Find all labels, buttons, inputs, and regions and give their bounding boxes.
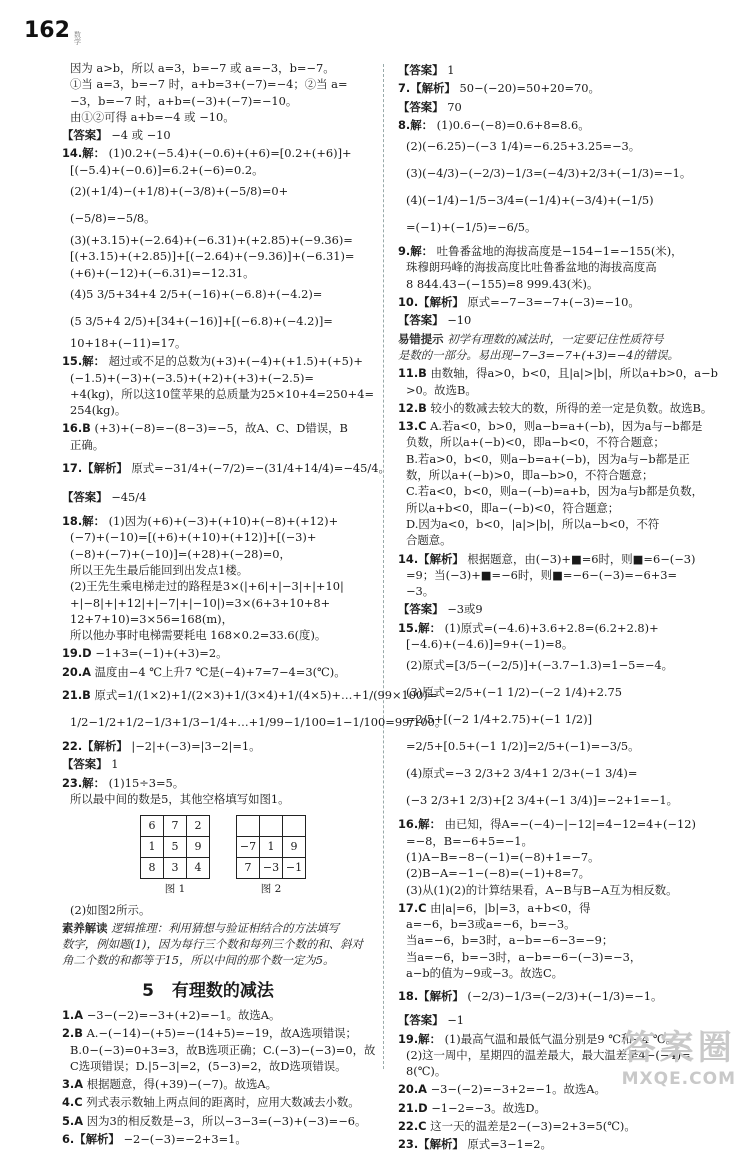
answer-text: −1−2=−3。故选D。 — [431, 1100, 546, 1115]
answer-line — [62, 611, 372, 627]
answer-text: −3或9 — [447, 602, 483, 617]
answer-text: 1/2−1/2+1/2−1/3+1/3−1/4+…+1/99−1/100=1−1/100=99/100。 — [70, 715, 447, 730]
answer-line — [62, 386, 372, 402]
answer-text: 所以最中间的数是5，其他空格填写如图1。 — [70, 791, 290, 806]
answer-text: (4)5 3/5+34+4 2/5+(−16)+(−6.8)+(−4.2)= — [70, 286, 323, 301]
grid-cell: 1 — [260, 837, 283, 858]
answer-text: +4(kg)，所以这10筐苹果的总质量为25×10+4=250+4= — [70, 386, 374, 401]
answer-text: 8 844.43−(−155)=8 999.43(米)。 — [406, 276, 599, 291]
answer-text: (1)最高气温和最低气温分别是9 ℃和−4 ℃。 — [444, 1031, 677, 1046]
answer-line — [398, 620, 710, 636]
answer-line — [62, 109, 372, 125]
grid-cell: 1 — [141, 837, 164, 858]
answer-text: >0。故选B。 — [406, 382, 477, 397]
grid-cell: 4 — [187, 858, 210, 879]
answer-text: −3−(−2)=−3+2=−1。故选A。 — [430, 1082, 606, 1097]
answer-line — [398, 400, 713, 416]
answer-text: (2)如图2所示。 — [70, 902, 151, 917]
answer-text: (−5/8)=−5/8。 — [70, 211, 156, 226]
answer-text: B.若a>0，b<0，则a−b=a+(−b)，因为a与−b都是正 — [406, 451, 690, 466]
answer-line — [398, 601, 710, 617]
answer-lead: 【答案】 — [62, 757, 108, 772]
answer-text: 254(kg)。 — [70, 403, 127, 418]
section-title — [62, 980, 372, 1001]
answer-line — [62, 127, 372, 143]
answer-text: 较小的数减去较大的数，所得的差一定是负数。故选B。 — [430, 400, 713, 415]
answer-line — [398, 679, 710, 706]
answer-text: 由|a|=6，|b|=3，a+b<0，得 — [430, 900, 591, 915]
watermark-logo — [622, 1020, 736, 1089]
answer-line — [398, 312, 710, 328]
answer-text: 吐鲁番盆地的海拔高度是−154−1=−155(米)， — [436, 244, 683, 259]
grid-1 — [140, 815, 210, 879]
column-divider — [383, 64, 384, 1069]
answer-line — [398, 418, 710, 434]
answer-line — [62, 205, 372, 232]
answer-text: (2)(−6.25)−(−3 1/4)=−6.25+3.25=−3。 — [406, 139, 641, 154]
answer-text: (1)因为(+6)+(−3)+(+10)+(−8)+(+12)+ — [108, 514, 339, 529]
answer-line — [398, 532, 710, 548]
answer-text: (3)原式=2/5+(−1 1/2)−(−2 1/4)+2.75 — [406, 685, 623, 700]
grid-cell: 8 — [141, 858, 164, 879]
answer-line — [62, 952, 372, 968]
answer-text: 8(℃)。 — [406, 1064, 447, 1079]
answer-line — [398, 1100, 710, 1116]
answer-line — [62, 1094, 372, 1110]
answer-line — [62, 1131, 372, 1147]
answer-text: −10 — [447, 313, 472, 328]
answer-line — [62, 308, 372, 335]
answer-line — [62, 709, 447, 736]
answer-text: (3)从(1)(2)的计算结果看，A−B与B−A互为相反数。 — [406, 882, 678, 897]
answer-line — [398, 160, 710, 187]
grid-cell: 6 — [141, 816, 164, 837]
answer-text: (3)(+3.15)+(−2.64)+(−6.31)+(+2.85)+(−9.36)= — [70, 233, 353, 248]
answer-text: (2)原式=[3/5−(−2/5)]+(−3.7−1.3)=1−5=−4。 — [406, 658, 674, 673]
answer-lead: 14.解： — [62, 146, 105, 161]
right-column — [398, 60, 718, 1153]
answer-lead: 6.【解析】 — [62, 1132, 120, 1147]
answer-text: (1)原式=(−4.6)+3.6+2.8=(6.2+2.8)+ — [444, 620, 659, 635]
answer-line — [398, 516, 710, 532]
right-answers — [398, 62, 718, 1153]
answer-text: 是数的一部分。易出现−7−3=−7+(+3)=−4的错误。 — [398, 347, 679, 362]
answer-lead: 9.解： — [398, 244, 434, 259]
answer-line — [398, 932, 710, 948]
section-title-text: 有理数的减法 — [171, 980, 274, 1001]
answer-text: |−2|+(−3)=|3−2|=1。 — [131, 739, 261, 754]
answer-line — [62, 920, 372, 936]
answer-text: C选项错误；D.|5−3|=2，(5−3)=2，故D选项错误。 — [70, 1058, 347, 1073]
answer-line — [398, 451, 710, 467]
answer-text: +|−8|+|+12|+|−7|+|−10|)=3×(6+3+10+8+ — [70, 595, 331, 610]
answer-lead: 12.B — [398, 400, 427, 415]
answer-line — [62, 370, 372, 386]
answer-line — [62, 664, 372, 680]
answer-line — [398, 865, 710, 881]
answer-lead: 19.解： — [398, 1031, 441, 1046]
answer-line — [62, 248, 372, 264]
answer-text: 初学有理数的减法时，一定要记住性质符号 — [447, 331, 664, 346]
answer-line — [398, 382, 710, 398]
answer-lead: 易错提示 — [398, 331, 444, 346]
answer-line — [398, 706, 710, 733]
grid-2-caption: 图 2 — [260, 883, 282, 896]
answer-text: 温度由−4 ℃上升7 ℃是(−4)+7=7−4=3(℃)。 — [94, 664, 346, 679]
answer-text: 因为 a>b，所以 a=3，b=−7 或 a=−3，b=−7。 — [70, 61, 335, 75]
answer-text: 原式=−7−3=−7+(−3)=−10。 — [467, 295, 640, 310]
answer-line — [62, 281, 372, 308]
answer-text: 70 — [447, 99, 462, 114]
answer-text: 逻辑推理：利用猜想与验证相结合的方法填写 — [111, 920, 340, 935]
answer-line — [62, 791, 372, 807]
answer-line — [62, 529, 372, 545]
answer-text: 所以a+b<0，即a−(−b)<0，符合题意； — [406, 500, 620, 515]
grid-cell: 7 — [164, 816, 187, 837]
answer-line — [62, 682, 438, 709]
answer-lead: 16.B — [62, 421, 91, 436]
answer-line — [398, 1118, 710, 1134]
answer-text: 原式=−31/4+(−7/2)=−(31/4+14/4)=−45/4。 — [131, 461, 390, 476]
answer-lead: 23.解： — [62, 775, 105, 790]
answer-lead: 【答案】 — [62, 490, 108, 505]
answer-line — [398, 331, 710, 347]
answer-line — [398, 965, 710, 981]
answer-text: (−3 2/3+1 2/3)+[2 3/4+(−1 3/4)]=−2+1=−1。 — [406, 793, 679, 808]
answer-text: =−8，B=−6+5=−1。 — [406, 833, 533, 848]
answer-text: −1+3=(−1)+(+3)=2。 — [95, 646, 228, 661]
answer-lead: 15.解： — [62, 354, 105, 369]
answer-line — [62, 162, 372, 178]
answer-text: 列式表示数轴上两点间的距离时，应用大数减去小数。 — [86, 1095, 360, 1110]
answer-text: −3，b=−7 时，a+b=(−3)+(−7)=−10。 — [70, 93, 298, 108]
answer-line — [62, 178, 372, 205]
answer-line — [62, 335, 372, 351]
answer-lead: 【答案】 — [398, 63, 444, 77]
answer-text: (1)15÷3=5。 — [108, 775, 185, 790]
answer-text: =(−1)+(−1/5)=−6/5。 — [406, 220, 537, 235]
answer-line — [62, 1076, 372, 1092]
answer-line — [62, 1042, 376, 1058]
answer-text: 因为3的相反数是−3，所以−3−3=(−3)+(−3)=−6。 — [86, 1113, 367, 1128]
answer-text: (1)A−B=−8−(−1)=(−8)+1=−7。 — [406, 849, 600, 864]
left-answers-section-5 — [62, 1007, 376, 1147]
answer-text: −3。 — [406, 584, 435, 599]
answer-text: 由已知，得A=−(−4)−|−12|=4−12=4+(−12) — [444, 817, 696, 832]
grid-cell: 7 — [237, 858, 260, 879]
answer-line — [398, 916, 710, 932]
answer-lead: 2.B — [62, 1026, 83, 1041]
answer-line — [62, 93, 372, 109]
answer-text: 1 — [447, 63, 455, 77]
answer-line — [398, 833, 710, 849]
answer-lead: 4.C — [62, 1095, 83, 1110]
answer-text: (+6)+(−12)+(−6.31)=−12.31。 — [70, 265, 255, 280]
answer-text: 合题意。 — [406, 533, 452, 548]
grid-cell — [237, 816, 260, 837]
answer-line — [398, 551, 710, 567]
answer-text: 50−(−20)=50+20=70。 — [459, 81, 600, 96]
answer-line — [62, 645, 372, 661]
answer-line — [398, 434, 710, 450]
watermark-url: MXQE.COM — [621, 1069, 736, 1089]
grid-cell: 5 — [164, 837, 187, 858]
grid-cell — [283, 816, 306, 837]
answer-text: 超过或不足的总数为(+3)+(−4)+(+1.5)+(+5)+ — [108, 354, 363, 369]
answer-text: 所以他办事时电梯需要耗电 168×0.2=33.6(度)。 — [70, 628, 327, 643]
grid-cell: 3 — [164, 858, 187, 879]
answer-text: 数，所以a+(−b)>0，即a−b>0，不符合题意； — [406, 468, 654, 483]
answer-text: 原式=1/(1×2)+1/(2×3)+1/(3×4)+1/(4×5)+…+1/(99×100)= — [94, 688, 438, 703]
answer-text: 当a=−6，b=3时，a−b=−6−3=−9； — [406, 933, 614, 948]
answer-text: a=−6，b=3或a=−6，b=−3。 — [406, 917, 576, 932]
answer-line — [398, 787, 710, 814]
answer-text: 角二个数的和都等于15，所以中间的那个数一定为5。 — [62, 953, 335, 968]
answer-lead: 21.D — [398, 1100, 428, 1115]
answer-line — [398, 567, 710, 583]
answer-text: [−4.6)+(−4.6)]=9+(−1)=8。 — [406, 637, 574, 652]
answer-lead: 21.B — [62, 688, 91, 703]
answer-line — [398, 760, 710, 787]
answer-lead: 【答案】 — [398, 602, 444, 617]
answer-line — [398, 187, 710, 214]
answer-text: =2/5+[(−2 1/4+2.75)+(−1 1/2)] — [406, 712, 593, 727]
answer-text: 这一天的温差是2−(−3)=2+3=5(℃)。 — [430, 1119, 636, 1134]
answer-text: −3−(−2)=−3+(+2)=−1。故选A。 — [86, 1007, 281, 1022]
answer-lead: 8.解： — [398, 117, 434, 132]
answer-text: (−1.5)+(−3)+(−3.5)+(+2)+(+3)+(−2.5)= — [70, 370, 314, 385]
answer-text: 10+18+(−11)=17。 — [70, 335, 187, 350]
answer-text: (−7)+(−10)=[(+6)+(+10)+(+12)]+[(−3)+ — [70, 530, 317, 545]
answer-lead: 【答案】 — [398, 313, 444, 328]
grid-cell: −7 — [237, 837, 260, 858]
section-number: 5 — [142, 980, 154, 1001]
answer-line — [62, 546, 372, 562]
answer-lead: 11.B — [398, 366, 427, 381]
answer-line — [398, 816, 710, 832]
answer-line — [398, 467, 710, 483]
answer-line — [62, 902, 372, 918]
answer-lead: 【答案】 — [398, 1013, 444, 1028]
answer-text: (+3)+(−8)=−(8−3)=−5，故A、C、D错误，B — [94, 421, 348, 436]
answer-lead: 13.C — [398, 419, 427, 434]
answer-text: −4 或 −10 — [111, 128, 171, 143]
answer-text: C.若a<0，b<0，则a−(−b)=a+b，因为a与b都是负数， — [406, 484, 703, 499]
answer-text: (2)王先生乘电梯走过的路程是3×(|+6|+|−3|+|+10| — [70, 579, 344, 594]
answer-text: (1)0.6−(−8)=0.6+8=8.6。 — [436, 117, 590, 132]
answer-line — [398, 500, 710, 516]
grid-figure-2 — [236, 815, 306, 897]
answer-text: A.若a<0，b>0，则a−b=a+(−b)，因为a与−b都是 — [430, 419, 703, 434]
answer-line — [398, 636, 710, 652]
answer-line — [62, 265, 372, 281]
answer-text: 所以王先生最后能回到出发点1楼。 — [70, 562, 249, 577]
answer-lead: 5.A — [62, 1113, 84, 1128]
answer-line — [62, 578, 372, 594]
grid-cell: 9 — [283, 837, 306, 858]
answer-line — [62, 1113, 372, 1129]
answer-text: 当a=−6，b=−3时，a−b=−6−(−3)=−3， — [406, 949, 642, 964]
answer-line — [62, 738, 372, 754]
answer-lead: 1.A — [62, 1007, 84, 1022]
answer-text: 珠穆朗玛峰的海拔高度比吐鲁番盆地的海拔高度高 — [406, 260, 657, 275]
grid-cell — [260, 816, 283, 837]
answer-line — [398, 1136, 710, 1152]
answer-lead: 17.C — [398, 900, 427, 915]
answer-line — [398, 117, 710, 133]
answer-line — [62, 756, 372, 772]
answer-lead: 18.解： — [62, 514, 105, 529]
answer-text: [(+3.15)+(+2.85)]+[(−2.64)+(−9.36)]+(−6.31)= — [70, 249, 355, 264]
answer-text: (1)0.2+(−5.4)+(−0.6)+(+6)=[0.2+(+6)]+ — [108, 146, 352, 161]
answer-text: (−2/3)−1/3=(−2/3)+(−1/3)=−1。 — [467, 989, 663, 1004]
answer-line — [398, 900, 710, 916]
answer-lead: 20.A — [398, 1082, 427, 1097]
answer-lead: 15.解： — [398, 620, 441, 635]
answer-line — [398, 882, 710, 898]
answer-line — [398, 483, 710, 499]
answer-line — [62, 595, 372, 611]
answer-line — [398, 243, 710, 259]
answer-text: 由数轴，得a>0，b<0，且|a|>|b|，所以a+b>0，a−b — [430, 366, 718, 381]
answer-text: 正确。 — [70, 437, 105, 452]
answer-lead: 20.A — [62, 664, 91, 679]
answer-line — [62, 513, 372, 529]
answer-text: a−b的值为−9或−3。故选C。 — [406, 965, 564, 980]
answer-lead: 【答案】 — [62, 128, 108, 143]
answer-line — [62, 232, 372, 248]
answer-line — [398, 347, 710, 363]
answer-lead: 19.D — [62, 646, 92, 661]
answer-line — [398, 949, 710, 965]
answer-text: (2)这一周中，星期四的温差最大，最大温差是4−(−4)= — [406, 1047, 691, 1062]
answer-line — [398, 733, 710, 760]
answer-line — [398, 365, 718, 381]
answer-line — [398, 652, 710, 679]
answer-line — [398, 294, 710, 310]
answer-line — [398, 214, 710, 241]
watermark-text: 答案圈 — [621, 1028, 736, 1068]
answer-line — [398, 849, 710, 865]
page-header — [24, 18, 84, 46]
answer-text: ①当 a=3，b=−7 时，a+b=3+(−7)=−4；②当 a= — [70, 77, 348, 92]
answer-text: (2)(+1/4)−(+1/8)+(−3/8)+(−5/8)=0+ — [70, 184, 289, 199]
page-number: 162 — [24, 18, 70, 43]
grid-1-caption: 图 1 — [164, 883, 186, 896]
grid-figure-1 — [140, 815, 210, 897]
answer-line — [62, 420, 372, 436]
answer-text: (3)(−4/3)−(−2/3)−1/3=(−4/3)+2/3+(−1/3)=−1。 — [406, 166, 692, 181]
answer-line — [398, 62, 710, 78]
answer-line — [62, 1007, 372, 1023]
answer-text: B.0−(−3)=0+3=3，故B选项正确；C.(−3)−(−3)=0，故 — [70, 1042, 376, 1057]
grid-cell: −3 — [260, 858, 283, 879]
answer-text: (2)B−A=−1−(−8)=(−1)+8=7。 — [406, 866, 591, 881]
answer-line — [398, 276, 710, 292]
answer-text: −2−(−3)=−2+3=1。 — [123, 1132, 247, 1147]
answer-line — [62, 1025, 372, 1041]
answer-line — [62, 455, 390, 482]
answer-line — [398, 99, 710, 115]
answer-line — [62, 353, 372, 369]
answer-text: 12+7+10)=3×56=168(m)， — [70, 611, 233, 626]
answer-line — [62, 145, 372, 161]
answer-text: D.因为a<0，b<0，|a|>|b|，所以a−b<0，不符 — [406, 516, 660, 531]
answer-lead: 【答案】 — [398, 99, 444, 114]
answer-lead: 素养解读 — [62, 920, 108, 935]
answer-text: −45/4 — [111, 490, 147, 505]
grid-cell: 9 — [187, 837, 210, 858]
answer-line — [62, 627, 372, 643]
answer-lead: 18.【解析】 — [398, 989, 464, 1004]
answer-line — [62, 936, 372, 952]
answer-line — [62, 1058, 372, 1074]
answer-line — [398, 983, 710, 1010]
answer-line — [398, 133, 710, 160]
answer-line — [62, 484, 372, 511]
answer-lead: 17.【解析】 — [62, 461, 128, 476]
answer-line — [62, 437, 372, 453]
answer-text: (4)(−1/4)−1/5−3/4=(−1/4)+(−3/4)+(−1/5) — [406, 193, 654, 208]
answer-text: −1 — [447, 1013, 464, 1028]
grid-cell: −1 — [283, 858, 306, 879]
answer-text: [(−5.4)+(−0.6)]=6.2+(−6)=0.2。 — [70, 162, 264, 177]
answer-line — [62, 60, 372, 76]
answer-text: =9；当(−3)+■=−6时，则■=−6−(−3)=−6+3= — [406, 567, 678, 582]
answer-text: 1 — [111, 757, 119, 772]
answer-line — [62, 562, 372, 578]
grid-2 — [236, 815, 306, 879]
answer-line — [398, 80, 710, 96]
answer-line — [398, 583, 710, 599]
answer-text: 数字，例如题(1)，因为每行三个数和每列三个数的和、斜对 — [62, 937, 363, 952]
grid-cell: 2 — [187, 816, 210, 837]
answer-lead: 14.【解析】 — [398, 551, 464, 566]
answer-text: (4)原式=−3 2/3+2 3/4+1 2/3+(−1 3/4)= — [406, 766, 638, 781]
answer-text: A.−(−14)−(+5)=−(14+5)=−19，故A选项错误； — [86, 1026, 357, 1041]
answer-text: =2/5+[0.5+(−1 1/2)]=2/5+(−1)=−3/5。 — [406, 739, 640, 754]
left-answers-after-grids — [62, 902, 372, 969]
answer-text: 负数，所以a+(−b)<0，即a−b<0，不符合题意； — [406, 435, 665, 450]
answer-line — [62, 402, 372, 418]
answer-text: (−8)+(−7)+(−10)]=(+28)+(−28)=0， — [70, 546, 291, 561]
answer-lead: 23.【解析】 — [398, 1137, 464, 1152]
answer-text: (5 3/5+4 2/5)+[34+(−16)]+[(−6.8)+(−4.2)]= — [70, 313, 333, 328]
answer-lead: 16.解： — [398, 817, 441, 832]
answer-lead: 22.【解析】 — [62, 739, 128, 754]
answer-text: 根据题意，得(+39)−(−7)。故选A。 — [86, 1077, 277, 1092]
answer-line — [62, 76, 372, 92]
answer-lead: 7.【解析】 — [398, 81, 456, 96]
answer-text: 由①②可得 a+b=−4 或 −10。 — [70, 109, 235, 124]
answer-line — [398, 259, 710, 275]
number-grids — [140, 815, 372, 897]
answer-lead: 22.C — [398, 1119, 427, 1134]
answer-text: 根据题意，由(−3)+■=6时，则■=6−(−3) — [467, 551, 696, 566]
answer-lead: 3.A — [62, 1077, 84, 1092]
answer-text: 原式=3−1=2。 — [467, 1137, 552, 1152]
page-subject-tag: 数学 — [73, 31, 81, 46]
answer-lead: 10.【解析】 — [398, 295, 464, 310]
answer-line — [62, 775, 372, 791]
